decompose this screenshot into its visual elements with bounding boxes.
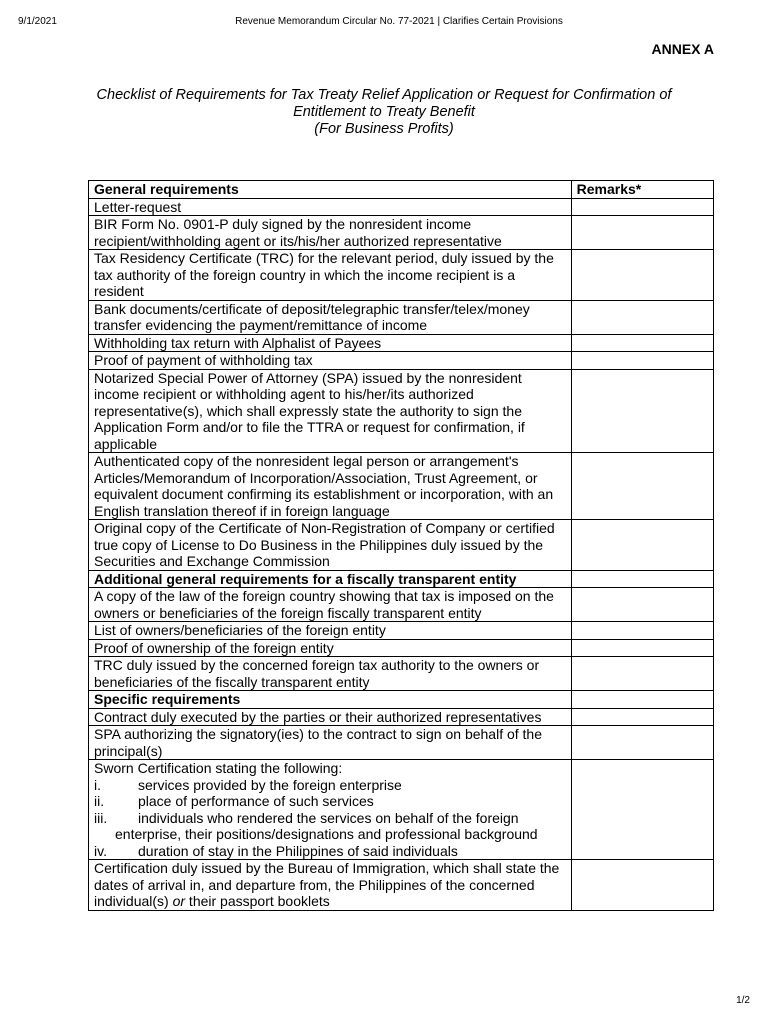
specific-requirements-heading: Specific requirements	[89, 691, 572, 709]
requirement-cell: Original copy of the Certificate of Non-Registration of Company or certified true copy of License to Do Business in the Philippines duly issued by the Securities and Exchange Commission	[89, 520, 572, 571]
requirement-cell: Letter-request	[89, 198, 572, 216]
table-row	[89, 708, 714, 726]
sworn-certification-intro: Sworn Certification stating the following:	[94, 760, 343, 776]
remarks-cell	[571, 352, 713, 370]
document-title-line-2: Entitlement to Treaty Benefit	[293, 104, 475, 120]
table-row	[89, 453, 714, 520]
remarks-cell	[571, 726, 713, 760]
remarks-cell	[571, 691, 713, 709]
requirement-cell: BIR Form No. 0901-P duly signed by the nonresident income recipient/withholding agent or its/his/her authorized representative	[89, 216, 572, 250]
remarks-cell	[571, 300, 713, 334]
table-row	[89, 198, 714, 216]
sworn-item	[94, 793, 566, 810]
table-row	[89, 760, 714, 860]
sworn-item-text: duration of stay in the Philippines of said individuals	[138, 842, 458, 859]
remarks-cell	[571, 570, 713, 588]
requirement-cell: Proof of ownership of the foreign entity	[89, 639, 572, 657]
table-row	[89, 622, 714, 640]
sworn-item-number: i.	[94, 776, 101, 793]
remarks-cell	[571, 760, 713, 860]
sworn-item-text: individuals who rendered the services on behalf of the foreign	[138, 809, 519, 826]
sworn-item-number: ii.	[94, 793, 105, 809]
header-title: Revenue Memorandum Circular No. 77-2021 | Clarifies Certain Provisions	[235, 16, 563, 27]
requirement-cell: SPA authorizing the signatory(ies) to the contract to sign on behalf of the principal(s)	[89, 726, 572, 760]
table-row	[89, 352, 714, 370]
requirement-cell: Tax Residency Certificate (TRC) for the relevant period, duly issued by the tax authority of the foreign country in which the income recipient is a resident	[89, 250, 572, 301]
table-row	[89, 588, 714, 622]
requirements-table	[88, 180, 714, 911]
remarks-cell	[571, 369, 713, 453]
sworn-item	[94, 777, 566, 794]
remarks-cell	[571, 622, 713, 640]
table-row	[89, 860, 714, 911]
table-row	[89, 657, 714, 691]
remarks-cell	[571, 216, 713, 250]
remarks-cell	[571, 453, 713, 520]
remarks-cell	[571, 520, 713, 571]
requirement-cell: List of owners/beneficiaries of the foreign entity	[89, 622, 572, 640]
table-row	[89, 334, 714, 352]
requirement-cell: Contract duly executed by the parties or their authorized representatives	[89, 708, 572, 726]
table-header-row	[89, 181, 714, 199]
sworn-item-number: iv.	[94, 842, 107, 859]
requirement-cell: Bank documents/certificate of deposit/telegraphic transfer/telex/money transfer evidencing the payment/remittance of income	[89, 300, 572, 334]
annex-label: ANNEX A	[651, 41, 714, 57]
general-requirements-header: General requirements	[89, 181, 572, 199]
remarks-header: Remarks*	[571, 181, 713, 199]
table-row	[89, 639, 714, 657]
sworn-item-text: services provided by the foreign enterprise	[138, 776, 402, 793]
remarks-cell	[571, 334, 713, 352]
sworn-item-continuation: enterprise, their positions/designations and professional background	[115, 826, 538, 842]
requirement-cell: Proof of payment of withholding tax	[89, 352, 572, 370]
remarks-cell	[571, 657, 713, 691]
remarks-cell	[571, 250, 713, 301]
table-row	[89, 250, 714, 301]
document-title-line-3: (For Business Profits)	[314, 121, 454, 137]
fiscally-transparent-section-heading: Additional general requirements for a fiscally transparent entity	[89, 570, 572, 588]
page-number: 1/2	[736, 995, 750, 1006]
header-date: 9/1/2021	[18, 16, 57, 27]
remarks-cell	[571, 639, 713, 657]
table-row	[89, 726, 714, 760]
sworn-item	[94, 843, 566, 860]
remarks-cell	[571, 588, 713, 622]
remarks-cell	[571, 708, 713, 726]
sworn-item	[94, 810, 566, 827]
immigration-text-part-2: their passport booklets	[185, 893, 330, 909]
document-title	[60, 87, 708, 138]
section-header-row	[89, 691, 714, 709]
requirement-cell: Withholding tax return with Alphalist of Payees	[89, 334, 572, 352]
sworn-item-text: place of performance of such services	[138, 793, 374, 809]
immigration-or: or	[172, 893, 186, 909]
table-row	[89, 369, 714, 453]
table-row	[89, 520, 714, 571]
immigration-certification-cell	[89, 860, 572, 911]
requirement-cell: Notarized Special Power of Attorney (SPA) issued by the nonresident income recipient or withholding agent to his/her/its authorized representative(s), which shall expressly state the authority to sign the Application Form and/or to file the TTRA or request for confirmation, if applicable	[89, 369, 572, 453]
sworn-item-number: iii.	[94, 809, 108, 826]
immigration-text-part-1: Certification duly issued by the Bureau of Immigration, which shall state the dates of arrival in, and departure from, the Philippines of the concerned individual(s)	[94, 860, 560, 909]
remarks-cell	[571, 198, 713, 216]
section-header-row	[89, 570, 714, 588]
requirement-cell: TRC duly issued by the concerned foreign tax authority to the owners or beneficiaries of the fiscally transparent entity	[89, 657, 572, 691]
table-row	[89, 216, 714, 250]
document-title-line-1: Checklist of Requirements for Tax Treaty Relief Application or Request for Confirmation of	[96, 87, 672, 103]
sworn-certification-cell	[89, 760, 572, 860]
table-row	[89, 300, 714, 334]
requirement-cell: Authenticated copy of the nonresident legal person or arrangement's Articles/Memorandum of Incorporation/Association, Trust Agreement, or equivalent document confirming its establishment or incorporation, with an English translation thereof if in foreign language	[89, 453, 572, 520]
remarks-cell	[571, 860, 713, 911]
requirement-cell: A copy of the law of the foreign country showing that tax is imposed on the owners or beneficiaries of the foreign fiscally transparent entity	[89, 588, 572, 622]
